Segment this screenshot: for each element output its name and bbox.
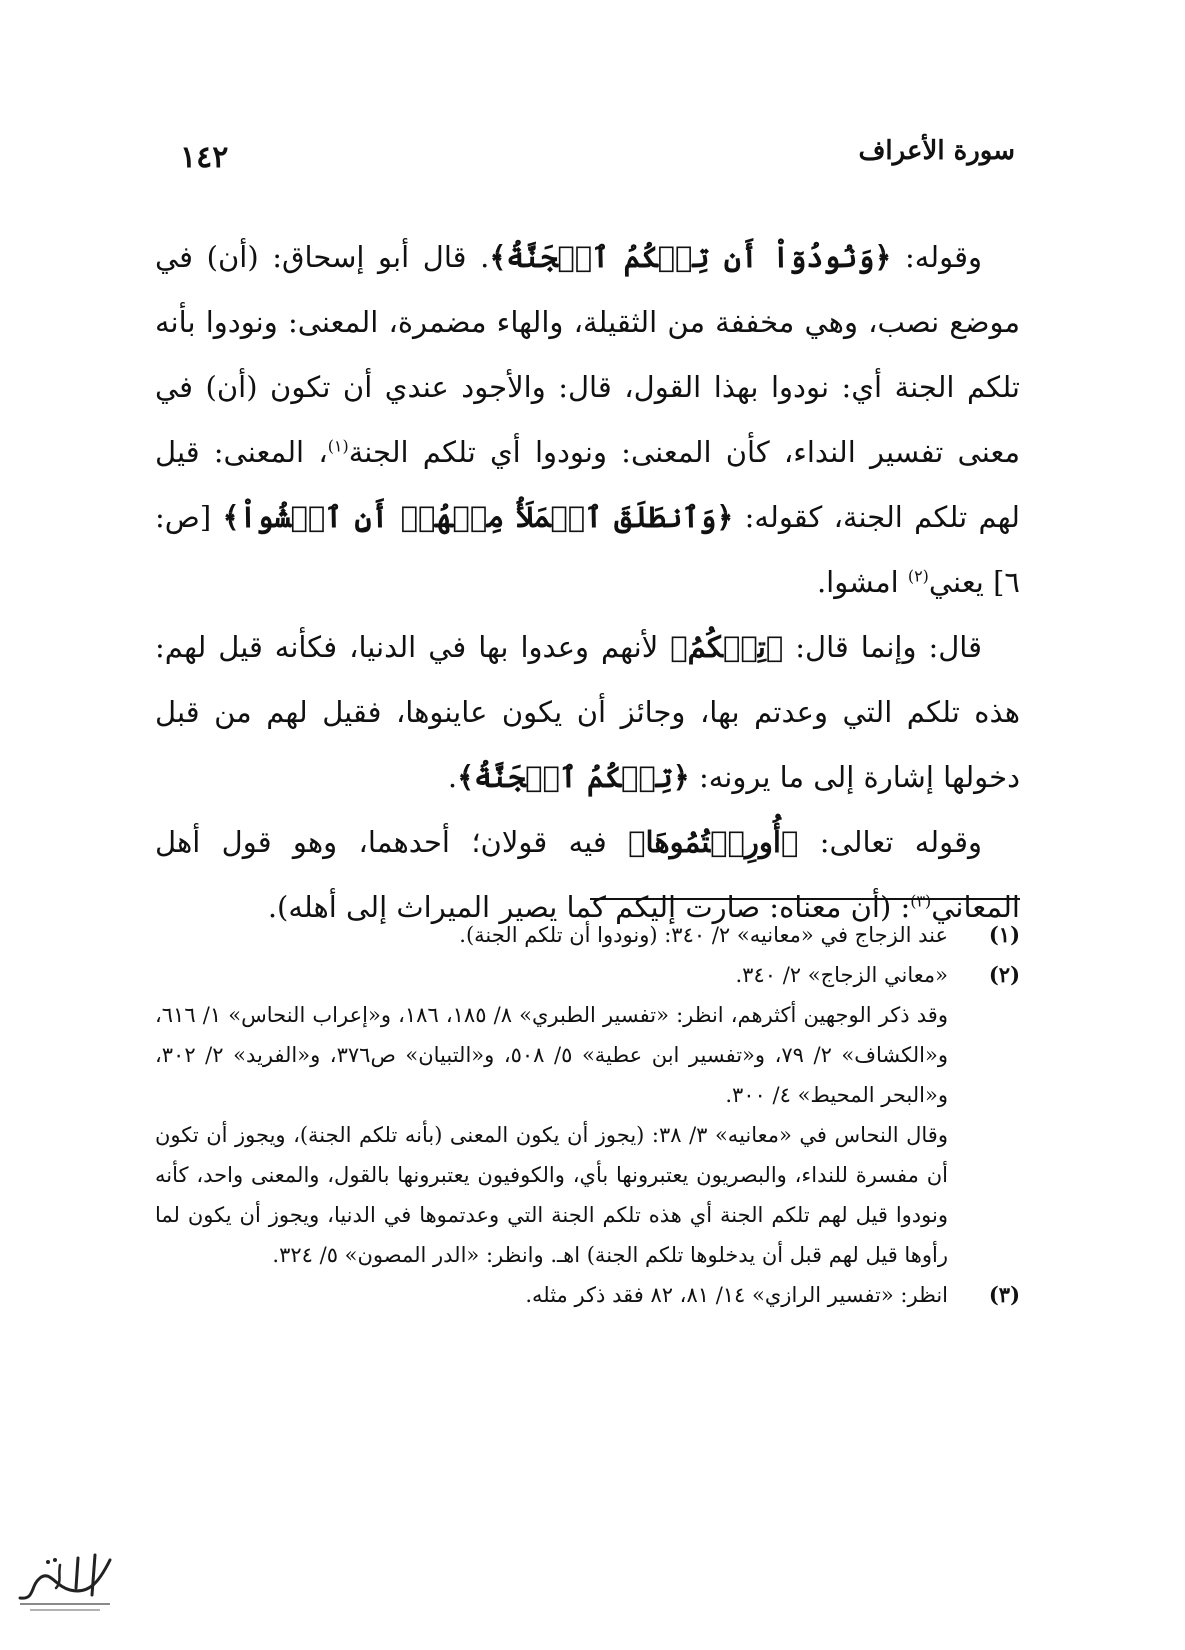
footnote-number: (٢) — [988, 962, 1020, 987]
text-segment: : (أن معناه: صارت إليكم كما يصير الميراث إلى أهله). — [267, 890, 911, 924]
footnote-3 — [155, 1275, 1020, 1315]
quran-verse: وَنُودُوٓاْ أَن تِلۡكُمُ ٱلۡجَنَّةُ — [506, 240, 875, 274]
quran-bracket-close: ﴾ — [222, 500, 240, 534]
quran-bracket-open: ﴿ — [716, 500, 734, 534]
quran-bracket-close: ﴾ — [489, 240, 507, 274]
text-segment: لأنهم وعدوا بها في الدنيا، فكأنه قيل لهم: هذه تلكم التي وعدتم بها، وجائز أن يكون عاينوها، فقيل لهم من قبل دخولها إشارة إلى ما يرونه: — [155, 630, 1020, 794]
page-number: ١٤٢ — [180, 140, 229, 175]
paragraph-2 — [155, 615, 1020, 810]
quran-bracket-open: ﴿ — [765, 630, 784, 664]
quran-bracket-close: ﴾ — [628, 825, 646, 859]
footnote-text: عند الزجاج في «معانيه» ٢/ ٣٤٠: (ونودوا أن تلكم الجنة). — [459, 923, 948, 947]
footnote-text: «معاني الزجاج» ٢/ ٣٤٠. — [735, 963, 948, 987]
page-header — [180, 128, 1015, 178]
quran-verse: أُورِثۡتُمُوهَا — [645, 825, 781, 859]
text-segment: [ص: ٦] يعني — [155, 500, 1020, 599]
quran-verse: وَٱنطَلَقَ ٱلۡمَلَأُ مِنۡهُمۡ أَنِ ٱمۡشُواْ — [239, 500, 717, 534]
footnotes — [155, 915, 1020, 1315]
footnote-text: انظر: «تفسير الرازي» ١٤/ ٨١، ٨٢ فقد ذكر مثله. — [525, 1283, 948, 1307]
text-segment: قال: وإنما قال: — [783, 630, 983, 664]
text-segment: فيه قولان؛ أحدهما، وهو قول أهل المعاني — [155, 825, 1020, 924]
quran-bracket-open: ﴿ — [672, 760, 690, 794]
text-segment: وقوله تعالى: — [798, 825, 982, 859]
footnote-2 — [155, 955, 1020, 995]
quran-verse: تِلۡكُمُ — [687, 630, 766, 664]
quran-bracket-close: ﴾ — [670, 630, 688, 664]
footnote-number: (١) — [988, 922, 1020, 947]
footnote-ref: (١) — [327, 436, 349, 456]
footnote-2-continuation: وقد ذكر الوجهين أكثرهم، انظر: «تفسير الطبري» ٨/ ١٨٥، ١٨٦، و«إعراب النحاس» ١/ ٦١٦، و«الكشاف» ٢/ ٧٩، و«تفسير ابن عطية» ٥/ ٥٠٨، و«التبيان» ص٣٧٦، و«الفريد» ٢/ ٣٠٢، و«البحر المحيط» ٤/ ٣٠٠. — [155, 1003, 948, 1107]
footnote-1 — [155, 915, 1020, 955]
quran-bracket-open: ﴿ — [874, 240, 892, 274]
quran-bracket-open: ﴿ — [780, 825, 799, 859]
main-text — [155, 225, 1020, 940]
footnote-separator — [590, 898, 1020, 900]
footnote-ref: (٣) — [910, 891, 932, 911]
quran-verse: تِلۡكُمُ ٱلۡجَنَّةُ — [474, 760, 673, 794]
text-segment: وقوله: — [891, 240, 982, 274]
quran-bracket-close: ﴾ — [457, 760, 475, 794]
text-segment: . — [447, 760, 458, 794]
paragraph-1 — [155, 225, 1020, 615]
text-segment: امشوا. — [816, 565, 908, 599]
running-title: سورة الأعراف — [858, 136, 1015, 166]
library-logo-icon — [0, 1540, 130, 1620]
text-segment: . قال أبو إسحاق: (أن) في موضع نصب، وهي مخففة من الثقيلة، والهاء مضمرة، المعنى: ونودوا بأنه تلكم الجنة أي: نودوا بهذا القول، قال: والأجود عندي أن تكون (أن) في معنى تفسير النداء، كأن المعنى: ونودوا أي تلكم الجنة — [155, 240, 1020, 469]
footnote-ref: (٢) — [907, 566, 929, 586]
footnote-2-continuation: وقال النحاس في «معانيه» ٣/ ٣٨: (يجوز أن يكون المعنى (بأنه تلكم الجنة)، ويجوز أن تكون أن مفسرة للنداء، والبصريون يعتبرونها بأي، والكوفيون يعتبرونها بالقول، والمعنى واحد، كأنه ونودوا قيل لهم تلكم الجنة أي هذه تلكم الجنة التي وعدتموها في الدنيا، ويجوز أن يكون لما رأوها قيل لهم قبل أن يدخلوها تلكم الجنة) اهـ. وانظر: «الدر المصون» ٥/ ٣٢٤. — [155, 1123, 948, 1267]
footnote-number: (٣) — [988, 1282, 1020, 1307]
text-segment: ، المعنى: قيل لهم تلكم الجنة، كقوله: — [155, 435, 1020, 534]
